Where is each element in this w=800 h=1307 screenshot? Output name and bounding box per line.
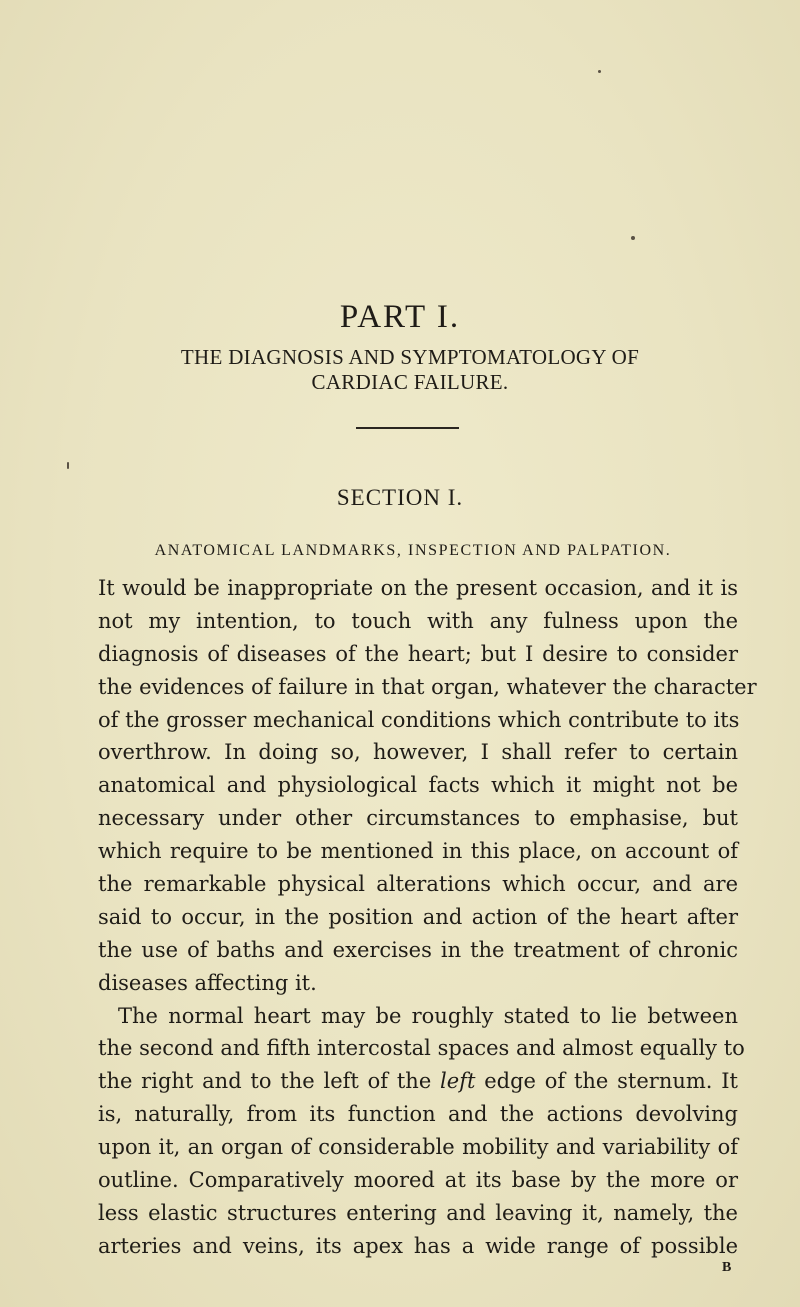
text-line: diagnosis of diseases of the heart; but I desire to consider xyxy=(98,641,738,666)
text-line: is, naturally, from its function and the actions devolving xyxy=(98,1102,738,1127)
text-line: overthrow. In doing so, however, I shall refer to certain xyxy=(98,740,738,765)
text-line: necessary under other circumstances to emphasise, but xyxy=(98,806,738,831)
text-line: diseases affecting it. xyxy=(98,970,317,995)
chapter-title: THE DIAGNOSIS AND SYMPTOMATOLOGY OF CARDIAC FAILURE. xyxy=(180,345,640,394)
text-line: anatomical and physiological facts which it might not be xyxy=(98,773,738,798)
text-line: the use of baths and exercises in the treatment of chronic xyxy=(98,937,738,962)
text-line: arteries and veins, its apex has a wide range of possible xyxy=(98,1233,738,1258)
text-line: The normal heart may be roughly stated to lie between xyxy=(118,1003,738,1028)
section-divider xyxy=(356,427,459,429)
text-line: less elastic structures entering and leaving it, namely, the xyxy=(98,1200,738,1225)
text-line: upon it, an organ of considerable mobility and variability of xyxy=(98,1135,738,1160)
part-title: PART I. xyxy=(339,299,461,335)
signature-mark: B xyxy=(722,1260,732,1275)
text-line: outline. Comparatively moored at its base by the more or xyxy=(98,1168,738,1193)
text-line: the evidences of failure in that organ, whatever the character xyxy=(98,674,757,699)
text-line: said to occur, in the position and action of the heart after xyxy=(98,904,738,929)
paper-speck xyxy=(67,462,69,469)
text-line: the right and to the left of the left edge of the sternum. It xyxy=(98,1069,738,1094)
text-line: which require to be mentioned in this place, on account of xyxy=(98,839,738,864)
paper-speck xyxy=(631,236,635,240)
paper-speck xyxy=(598,70,601,73)
text-line: It would be inappropriate on the present occasion, and it is xyxy=(98,576,738,600)
section-subtitle: ANATOMICAL LANDMARKS, INSPECTION AND PALPATION. xyxy=(154,542,672,559)
text-line: of the grosser mechanical conditions which contribute to its xyxy=(98,707,740,732)
body-text xyxy=(98,572,757,1263)
text-line: not my intention, to touch with any fulness upon the xyxy=(98,608,738,633)
italic-emphasis: left xyxy=(440,1069,476,1094)
text-line: the second and fifth intercostal spaces and almost equally to xyxy=(98,1036,745,1061)
section-title: SECTION I. xyxy=(336,485,464,510)
text-line: the remarkable physical alterations which occur, and are xyxy=(98,872,738,897)
